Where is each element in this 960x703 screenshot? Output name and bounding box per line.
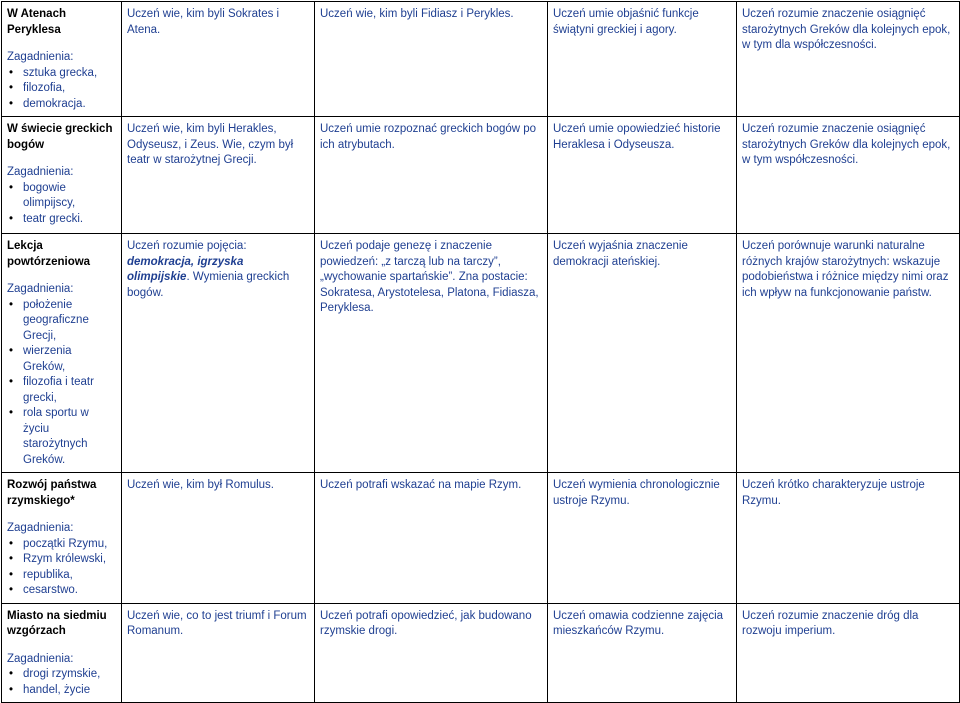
list-item: • filozofia,	[15, 81, 116, 97]
requirement-cell: Uczeń wymienia chronologicznie ustroje Rzymu.	[548, 473, 737, 604]
requirement-text: Uczeń rozumie pojęcia:	[127, 240, 247, 252]
list-item: • filozofia i teatr grecki,	[15, 375, 116, 406]
requirement-cell: Uczeń umie objaśnić funkcje świątyni greckiej i agory.	[548, 2, 737, 117]
table-row	[2, 117, 960, 234]
requirement-cell: Uczeń wie, kim byli Herakles, Odyseusz, i Zeus. Wie, czym był teatr w starożytnej Grecji.	[122, 117, 315, 234]
topic-list	[7, 66, 116, 113]
table-row	[2, 2, 960, 117]
zagadnienia-label: Zagadnienia:	[7, 166, 74, 178]
topic-cell	[2, 117, 122, 234]
list-item: • republika,	[15, 568, 116, 584]
list-item: • demokracja.	[15, 97, 116, 113]
list-item: • bogowie olimpijscy,	[15, 181, 116, 212]
requirement-cell: Uczeń rozumie znaczenie osiągnięć starożytnych Greków dla kolejnych epok, w tym współczesności.	[737, 117, 960, 234]
topic-title: Miasto na siedmiu wzgórzach	[7, 609, 107, 637]
topic-list	[7, 667, 116, 698]
list-item: • drogi rzymskie,	[15, 667, 116, 683]
requirement-cell: Uczeń wie, kim byli Fidiasz i Perykles.	[315, 2, 548, 117]
list-item: • teatr grecki.	[15, 212, 116, 228]
zagadnienia-label: Zagadnienia:	[7, 652, 74, 665]
requirement-cell	[122, 234, 315, 473]
list-item: • sztuka grecka,	[15, 66, 116, 82]
requirement-cell: Uczeń rozumie znaczenie dróg dla rozwoju imperium.	[737, 603, 960, 703]
topic-title: W świecie greckich bogów	[7, 123, 113, 151]
list-item: • wierzenia Greków,	[15, 344, 116, 375]
list-item: • Rzym królewski,	[15, 552, 116, 568]
zagadnienia-label: Zagadnienia:	[7, 51, 74, 63]
list-item: • rola sportu w życiu starożytnych Greków.	[15, 406, 116, 468]
list-item: • początki Rzymu,	[15, 537, 116, 553]
topic-cell	[2, 473, 122, 604]
topic-title: Lekcja powtórzeniowa	[7, 240, 91, 268]
table-row	[2, 473, 960, 604]
table-row	[2, 234, 960, 473]
zagadnienia-label: Zagadnienia:	[7, 283, 74, 295]
list-item: • handel, życie	[15, 683, 116, 699]
requirement-cell: Uczeń krótko charakteryzuje ustroje Rzymu.	[737, 473, 960, 604]
requirement-cell: Uczeń umie opowiedzieć historie Heraklesa i Odyseusza.	[548, 117, 737, 234]
topic-list	[7, 537, 116, 599]
requirement-cell: Uczeń wie, co to jest triumf i Forum Romanum.	[122, 603, 315, 703]
topic-cell	[2, 603, 122, 703]
requirement-cell: Uczeń rozumie znaczenie osiągnięć starożytnych Greków dla kolejnych epok, w tym dla współczesności.	[737, 2, 960, 117]
curriculum-table	[1, 1, 960, 703]
requirement-cell: Uczeń potrafi wskazać na mapie Rzym.	[315, 473, 548, 604]
list-item: • położenie geograficzne Grecji,	[15, 298, 116, 345]
requirement-cell: Uczeń potrafi opowiedzieć, jak budowano rzymskie drogi.	[315, 603, 548, 703]
topic-list	[7, 181, 116, 228]
requirement-cell: Uczeń wie, kim był Romulus.	[122, 473, 315, 604]
requirement-text: . Wymienia greckich bogów.	[127, 271, 290, 299]
requirement-cell: Uczeń porównuje warunki naturalne różnych krajów starożytnych: wskazuje podobieństwa i różnice między nimi oraz ich wpływ na funkcjonowanie państw.	[737, 234, 960, 473]
table-row	[2, 603, 960, 703]
requirement-cell: Uczeń podaje genezę i znaczenie powiedzeń: „z tarczą lub na tarczy”, „wychowanie spartańskie”. Zna postacie: Sokratesa, Arystotelesa, Platona, Fidiasza, Peryklesa.	[315, 234, 548, 473]
zagadnienia-label: Zagadnienia:	[7, 522, 74, 534]
requirement-cell: Uczeń omawia codzienne zajęcia mieszkańców Rzymu.	[548, 603, 737, 703]
requirement-cell: Uczeń wyjaśnia znaczenie demokracji ateńskiej.	[548, 234, 737, 473]
list-item: • cesarstwo.	[15, 583, 116, 599]
requirement-cell: Uczeń umie rozpoznać greckich bogów po ich atrybutach.	[315, 117, 548, 234]
topic-title: W Atenach Peryklesa	[7, 8, 66, 36]
topic-cell	[2, 2, 122, 117]
topic-title: Rozwój państwa rzymskiego*	[7, 479, 97, 507]
requirement-cell: Uczeń wie, kim byli Sokrates i Atena.	[122, 2, 315, 117]
topic-cell	[2, 234, 122, 473]
emphasized-terms: demokracja, igrzyska olimpijskie	[127, 255, 244, 283]
topic-list	[7, 298, 116, 469]
